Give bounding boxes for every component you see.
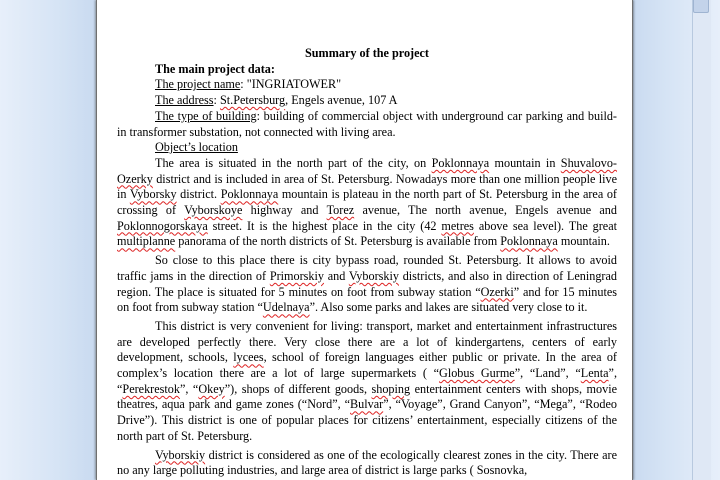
misspelled-word: multiplanne <box>117 234 176 249</box>
text-run: district is considered as one of the ecologically clearest zones in the city. There are no any large polluting industries, and large area of district is large parks ( Sosnovka, <box>117 447 617 478</box>
window-background-left <box>0 0 95 480</box>
project-name-line <box>117 77 617 93</box>
misspelled-word: Perekrestok <box>122 381 180 396</box>
text-run: ”, “Voyage”, Grand Canyon”, “Mega”, “Rodeo Drive”). This district is one of popular places for citizens’ entertainment, especially citizens of the north part of St. Petersburg. <box>117 397 617 443</box>
text-run: ”, “Land”, “ <box>514 366 581 381</box>
misspelled-word: Poklonnaya <box>220 187 279 202</box>
misspelled-word: Bulvar <box>350 397 384 412</box>
text-run: The area is situated in the north part of the city, on <box>155 155 432 170</box>
text-run: So close to this place there is city bypass road, rounded St. Petersburg. It allows to avoid traffic jams in the direction of <box>117 253 617 283</box>
text-run: ”, “ <box>179 381 199 396</box>
misspelled-word: Vyborsky <box>129 187 177 202</box>
document-title: Summary of the project <box>305 46 429 60</box>
building-type-value: : building of commercial object with underground car parking and build-in transformer substation, not connected with living area. <box>117 108 617 139</box>
main-data-heading: The main project data: <box>155 61 275 76</box>
address-label: The address <box>155 93 214 108</box>
text-run: street. It is the highest place in the city (42 <box>207 218 442 233</box>
text-run: highway and <box>242 203 327 218</box>
misspelled-word: Poklonnaya <box>500 234 558 249</box>
text-run: ”, “ <box>117 366 617 396</box>
vertical-scrollbar[interactable] <box>692 0 711 480</box>
text-run: mountain is plateau in the north part of St. Petersburg in the area of crossing of <box>117 187 617 218</box>
text-run: above sea level). The great <box>473 218 617 233</box>
building-type-label: The type of building <box>155 108 257 123</box>
text-run: mountain in <box>489 155 561 170</box>
building-type-line <box>117 109 617 140</box>
text-run: district and is included in area of St. Petersburg. Nowadays more than one million people live in <box>117 171 617 202</box>
address-rest: , Engels avenue, 107 A <box>285 93 398 108</box>
misspelled-word: Poklonnogorskaya <box>117 218 208 233</box>
misspelled-word: shoping <box>371 381 411 396</box>
text-run: This district is very convenient for living: transport, market and entertainment infrastructures are developed perfectly there. Very close there are a lot of kindergartens, centers of early development, schools, <box>117 318 617 365</box>
misspelled-word: Vyborskiy <box>348 268 399 283</box>
text-run: avenue, The north avenue, Engels avenue and <box>354 203 617 218</box>
misspelled-word: Poklonnaya <box>431 155 490 170</box>
address-city: St.Petersburg <box>219 93 286 108</box>
misspelled-word: lycees <box>233 350 264 365</box>
text-run: district. <box>176 187 221 202</box>
paragraph-infrastructure <box>117 319 617 445</box>
text-run: districts, and also in direction of Leningrad region. The place is situated for 5 minutes on foot from subway station “ <box>117 268 617 299</box>
text-run: ” and for 15 minutes on foot from subway station “ <box>117 284 617 315</box>
misspelled-word: Torez <box>326 203 355 218</box>
misspelled-word: Shuvalovo-Ozerky <box>117 155 617 186</box>
misspelled-word: Vyborskiy <box>155 447 206 462</box>
project-name-value: : "INGRIATOWER" <box>240 77 342 92</box>
paragraph-ecology <box>117 448 617 479</box>
misspelled-word: Primorskiy <box>269 268 324 283</box>
text-run: , school of foreign languages either public or private. In the area of complex’s location there are a lot of large supermarkets ( “ <box>117 350 617 381</box>
paragraph-location <box>117 156 617 250</box>
text-run: ”. Also some parks and lakes are situated very close to it. <box>309 300 588 315</box>
location-heading: Object’s location <box>155 140 238 155</box>
misspelled-word: metres <box>441 218 474 233</box>
text-run: panorama of the north districts of St. Petersburg is available from <box>175 234 501 249</box>
project-name-label: The project name <box>155 77 241 92</box>
misspelled-word: Okey <box>198 381 225 396</box>
document-body <box>117 46 617 479</box>
misspelled-word: Globus Gurme <box>439 366 515 381</box>
text-run: entertainment centers with shops, movie theatres, aqua park and game zones (“Nord”, “ <box>117 381 617 412</box>
misspelled-word: Lenta <box>580 366 609 381</box>
text-run: ”), shops of different goods, <box>224 381 372 396</box>
misspelled-word: Vyborskoye <box>184 203 243 218</box>
scrollbar-thumb[interactable] <box>693 0 709 13</box>
text-run: and <box>323 268 349 283</box>
text-run: mountain. <box>557 234 610 249</box>
misspelled-word: Udelnaya <box>262 300 310 315</box>
location-heading-line <box>117 140 617 156</box>
address-line <box>117 93 617 109</box>
paragraph-transport <box>117 253 617 316</box>
address-colon: : <box>213 93 220 108</box>
document-page[interactable] <box>96 0 633 480</box>
misspelled-word: Ozerki <box>480 284 514 299</box>
